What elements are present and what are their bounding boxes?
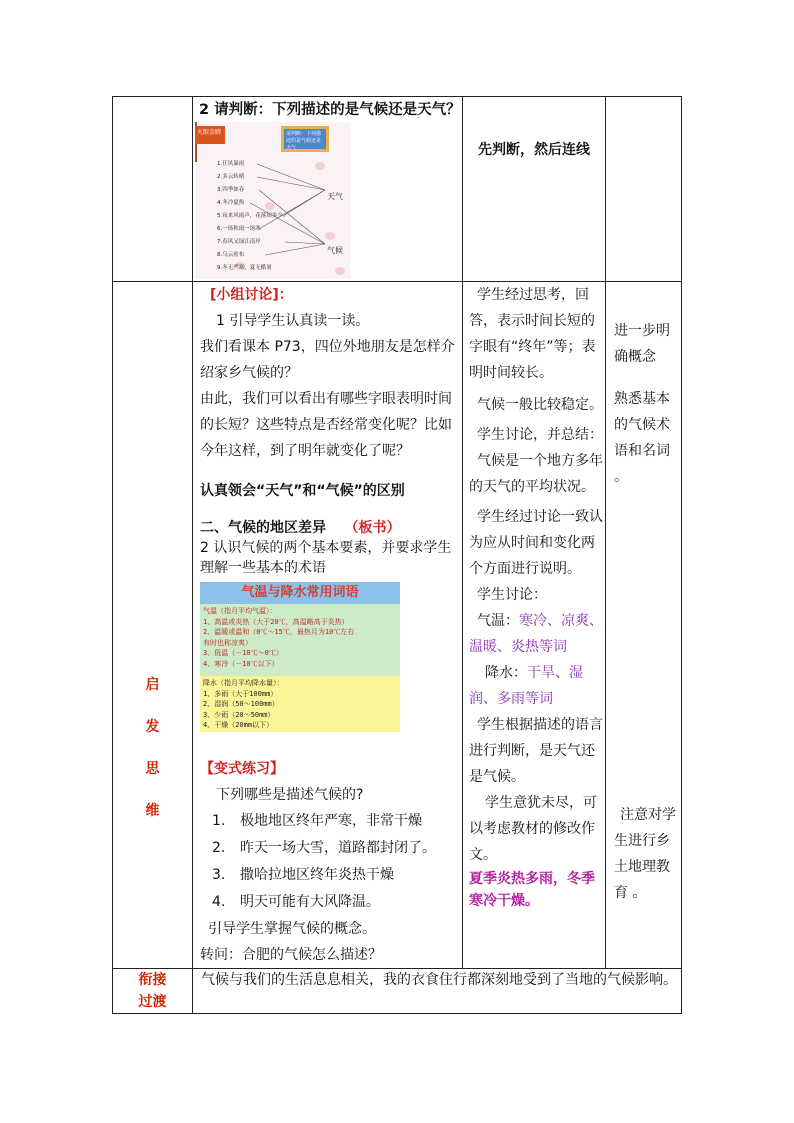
- list-item: 9.冬无严寒，夏无酷暑: [217, 265, 272, 271]
- paragraph: 气候一般比较稳定。: [477, 397, 603, 413]
- prompt-box-text: 请判断：下列描述的是气候还是天气: [286, 131, 322, 151]
- section-title: 二、气候的地区差异: [200, 520, 326, 536]
- climate-terms-image: [200, 582, 400, 732]
- term-line: 3、低温（－10℃～0℃）: [203, 649, 283, 657]
- table-row-inspire: [113, 282, 682, 969]
- judge-activity-text: 先判断，然后连线: [478, 142, 590, 158]
- label-climate: 气候: [327, 246, 343, 255]
- image-title: 气温与降水常用词语: [200, 582, 400, 604]
- transition-label: 衔接过渡: [138, 972, 167, 1010]
- rain-label: 降水：: [485, 665, 527, 681]
- option-number: 4.: [212, 894, 226, 910]
- precipitation-terms: [200, 676, 400, 732]
- term-line: 1、高温或炎热（大于20℃，高温略高于炎热）: [203, 617, 349, 626]
- section-tag: （板书）: [344, 520, 401, 536]
- cell-judge-content: [193, 97, 463, 282]
- paragraph: 1 引导学生认真读一读。: [216, 313, 370, 329]
- term-line: 2、温暖或温和（0℃～15℃，最热月为10℃左右: [203, 628, 355, 636]
- term-line: 有时也称凉爽）: [203, 638, 252, 647]
- cell-transition-text: [193, 969, 682, 1014]
- option-item: [210, 889, 462, 916]
- table-row-transition: [113, 969, 682, 1014]
- cell-teacher-content: [193, 282, 463, 969]
- list-item: 3.四季如春: [217, 187, 245, 193]
- list-item: 1.狂风暴雨: [217, 161, 245, 167]
- list-item: 2.多云转晴: [217, 174, 245, 180]
- paragraph: 气候是一个地方多年的天气的平均状况。: [469, 453, 603, 495]
- cell-student-activity: [463, 282, 606, 969]
- paragraph: 注意对学生进行乡土地理教育 。: [614, 807, 676, 901]
- cell-empty: [606, 97, 682, 282]
- table-row-judge: [113, 97, 682, 282]
- cell-transition-label: [113, 969, 193, 1014]
- paragraph: 我们看课本 P73，四位外地朋友是怎样介绍家乡气候的？: [200, 339, 455, 381]
- term-line: 3、少雨（20～50mm）: [203, 710, 275, 719]
- term-line: 4、寒冷（－10℃以下）: [203, 659, 279, 668]
- judge-exercise-image: [195, 122, 350, 279]
- cell-side-title: [113, 282, 193, 969]
- student-activity: [463, 282, 605, 912]
- temperature-terms: [200, 604, 400, 676]
- transition-text: 气候与我们的生活息息相关，我的衣食住行都深刻地受到了当地的气候影响。: [201, 972, 677, 988]
- teacher-content: [193, 282, 462, 968]
- label-weather: 天气: [327, 192, 343, 201]
- option-item: [210, 835, 462, 862]
- design-intent: [606, 318, 681, 906]
- term-line: 4、干燥（20mm以下）: [203, 721, 274, 729]
- paragraph: 转问：合肥的气候怎么描述？: [200, 947, 382, 963]
- side-title-char: 维: [145, 803, 160, 819]
- option-number: 3.: [212, 867, 226, 883]
- variant-practice-heading: 【变式练习】: [200, 761, 284, 777]
- side-title: [113, 282, 192, 832]
- side-title-char: 发: [145, 719, 160, 735]
- highlight-answer: 夏季炎热多雨，冬季寒冷干燥。: [469, 871, 595, 909]
- paragraph: 学生意犹未尽，可以考虑教材的修改作文。: [469, 795, 597, 863]
- temp-label: 气温：: [477, 613, 519, 629]
- judge-question-title: 2 请判断：下列描述的是气候还是天气？: [199, 102, 461, 118]
- rain-terms-line: [469, 660, 603, 712]
- group-discussion-heading: [小组讨论]：: [210, 287, 293, 303]
- term-line: 1、多雨（大于100mm）: [203, 689, 278, 698]
- variant-options: [200, 808, 462, 916]
- temp-terms: 寒冷、凉爽、温暖、炎热等词: [469, 613, 603, 655]
- cell-design-intent: [606, 282, 682, 969]
- paragraph: 学生经过讨论一致认为应从时间和变化两个方面进行说明。: [469, 509, 603, 577]
- section-heading: [200, 518, 462, 538]
- list-item: 8.乌云密布: [217, 252, 245, 258]
- option-text: 昨天一场大雪，道路都封闭了。: [240, 840, 436, 856]
- side-title-char: 思: [145, 761, 160, 777]
- bold-statement: 认真领会“天气”和“气候”的区别: [200, 483, 405, 499]
- option-number: 1.: [212, 813, 226, 829]
- cell-empty: [113, 97, 193, 282]
- paragraph: 引导学生掌握气候的概念。: [208, 921, 376, 937]
- term-line: 降水（指月平均降水量）：: [203, 679, 284, 687]
- flag-text: 火眼金睛: [197, 129, 222, 136]
- option-number: 2.: [212, 840, 226, 856]
- paragraph: 由此，我们可以看出有哪些字眼表明时间的长短？这些特点是否经常变化呢？比如今年这样，到了明年就变化了呢？: [200, 391, 452, 459]
- option-item: [210, 862, 462, 889]
- list-item: 4.冬冷夏热: [217, 200, 245, 206]
- paragraph: 进一步明确概念: [614, 323, 670, 365]
- option-item: [210, 808, 462, 835]
- term-line: 气温（指月平均气温）：: [203, 607, 277, 615]
- option-text: 极地地区终年严寒，非常干燥: [240, 813, 422, 829]
- temperature-terms-line: [469, 608, 603, 660]
- paragraph: 学生讨论：: [477, 587, 547, 603]
- variant-question: 下列哪些是描述气候的?: [216, 787, 364, 803]
- term-line: 2、湿润（50～100mm）: [203, 700, 279, 708]
- option-text: 撒哈拉地区终年炎热干燥: [240, 867, 394, 883]
- lesson-plan-table: [112, 96, 682, 1014]
- list-item: 5.夜来风雨声，花落知多少。: [217, 213, 289, 219]
- paragraph: 学生讨论，并总结：: [477, 427, 603, 443]
- paragraph: 2 认识气候的两个基本要素，并要求学生理解一些基本的术语: [200, 540, 452, 576]
- cell-judge-activity: [463, 97, 606, 282]
- paragraph: 熟悉基本的气候术语和名词 。: [614, 391, 670, 485]
- list-item: 7.春风又绿江南岸: [217, 239, 261, 245]
- list-item: 6.一场秋雨一场寒: [217, 226, 261, 232]
- side-title-char: 启: [145, 677, 160, 693]
- paragraph: 学生根据描述的语言进行判断，是天气还是气候。: [469, 717, 603, 785]
- rain-terms: 干旱、湿润、多雨等词: [469, 665, 583, 707]
- paragraph: 学生经过思考，回答，表示时间长短的字眼有“终年”等；表明时间较长。: [469, 287, 596, 381]
- option-text: 明天可能有大风降温。: [240, 894, 380, 910]
